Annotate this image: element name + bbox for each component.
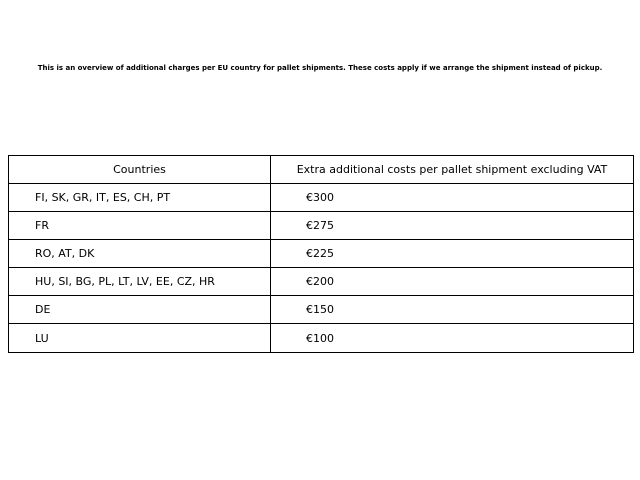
countries-cell: DE: [9, 296, 271, 323]
table-row: [9, 240, 633, 268]
cost-cell: €225: [306, 247, 334, 260]
table-row: [9, 296, 633, 324]
pallet-charges-table: [8, 155, 634, 353]
table-header-row: [9, 156, 633, 184]
cost-cell: €100: [306, 331, 334, 345]
cost-cell: €150: [306, 303, 334, 316]
column-header-countries: Countries: [9, 156, 271, 183]
countries-cell: HU, SI, BG, PL, LT, LV, EE, CZ, HR: [9, 268, 271, 295]
cost-cell: €300: [306, 191, 334, 204]
intro-text: This is an overview of additional charges per EU country for pallet shipments. These costs apply if we arrange the shipment instead of pickup.: [37, 64, 603, 72]
countries-cell: FI, SK, GR, IT, ES, CH, PT: [9, 184, 271, 211]
cost-cell: €275: [306, 219, 334, 232]
table-row: [9, 268, 633, 296]
table-row: [9, 184, 633, 212]
cost-cell: €200: [306, 275, 334, 288]
table-row: [9, 212, 633, 240]
countries-cell: RO, AT, DK: [9, 240, 271, 267]
column-header-extra-costs: Extra additional costs per pallet shipment excluding VAT: [296, 163, 608, 176]
table-row: [9, 324, 633, 352]
countries-cell: LU: [9, 324, 271, 352]
countries-cell: FR: [9, 212, 271, 239]
